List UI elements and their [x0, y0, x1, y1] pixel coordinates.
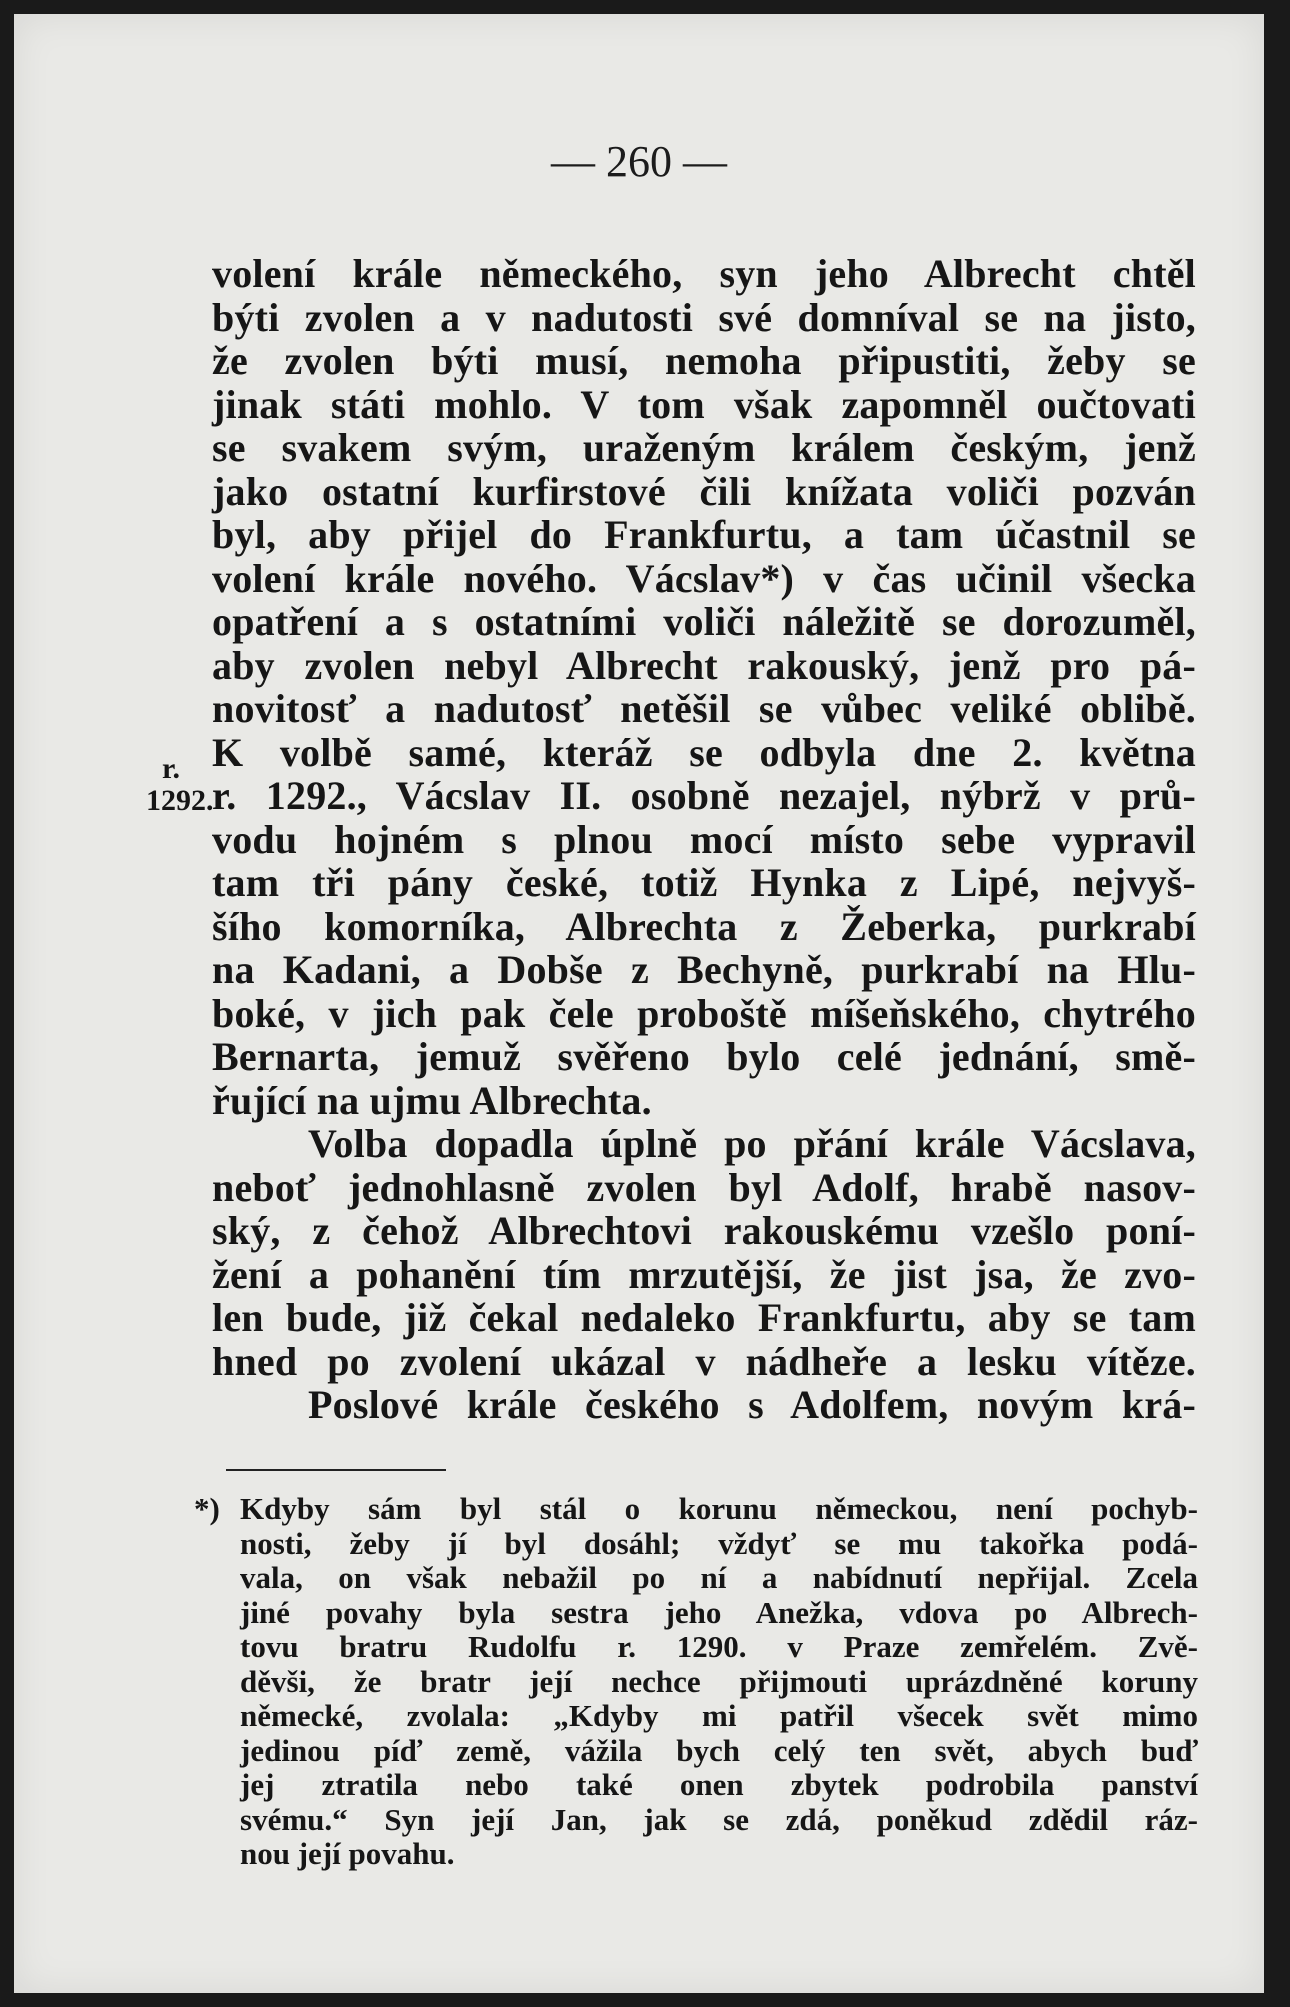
footnote-line: děvši, že bratr její nechce přijmouti uprázdněné koruny [240, 1663, 1198, 1699]
body-line: ský, z čehož Albrechtovi rakouskému vzešlo poní- [212, 1208, 1196, 1253]
margin-note-r: r. [162, 752, 181, 785]
footnote-line: tovu bratru Rudolfu r. 1290. v Praze zemřelém. Zvě- [240, 1629, 1198, 1664]
body-line: volení krále německého, syn jeho Albrecht chtěl [212, 251, 1196, 296]
footnote [194, 1491, 1198, 1872]
footnote-line: jej ztratila nebo také onen zbytek podrobila panství [240, 1767, 1198, 1802]
footnote-line: nosti, žeby jí byl dosáhl; vždyť se mu takořka podá- [240, 1525, 1198, 1561]
footnote-line: jedinou píď země, vážila bych celý ten svět, abych buď [240, 1732, 1198, 1768]
body-line: tam tři pány české, totiž Hynka z Lipé, nejvyš- [212, 860, 1196, 905]
page-number: — 260 — [551, 137, 727, 186]
body-line: boké, v jich pak čele proboště míšeňského, chytrého [212, 990, 1196, 1036]
body-text [212, 252, 1196, 1427]
footnote-line: svému.“ Syn její Jan, jak se zdá, poněkud zdědil ráz- [240, 1801, 1198, 1837]
body-line: vodu hojném s plnou mocí místo sebe vypravil [212, 816, 1196, 862]
body-line: žení a pohanění tím mrzutější, že jist jsa, že zvo- [212, 1251, 1196, 1297]
footnote-line: jiné povahy byla sestra jeho Anežka, vdova po Albrech- [240, 1594, 1198, 1630]
footnote-line: nou její povahu. [240, 1836, 455, 1871]
footnote-line: německé, zvolala: „Kdyby mi patřil všecek svět mimo [240, 1698, 1198, 1733]
body-line: volení krále nového. Vácslav*) v čas učinil všecka [212, 555, 1196, 601]
footnote-divider [226, 1469, 446, 1471]
footnote-mark: *) [194, 1491, 220, 1526]
body-line: opatření a s ostatními voliči náležitě se dorozuměl, [212, 599, 1196, 644]
book-page [14, 14, 1264, 1993]
body-line: hned po zvolení ukázal v nádheře a lesku vítěze. [212, 1338, 1196, 1384]
body-line: že zvolen býti musí, nemoha připustiti, žeby se [212, 338, 1196, 383]
body-line: Poslové krále českého s Adolfem, novým krá- [308, 1382, 1196, 1427]
body-line: len bude, již čekal nedaleko Frankfurtu, aby se tam [212, 1295, 1196, 1340]
body-line: Volba dopadla úplně po přání krále Vácslava, [308, 1121, 1196, 1166]
body-line: K volbě samé, kteráž se odbyla dne 2. května [212, 729, 1196, 775]
body-line: na Kadani, a Dobše z Bechyně, purkrabí na Hlu- [212, 947, 1196, 992]
body-line: býti zvolen a v nadutosti své domníval se na jisto, [212, 294, 1196, 340]
body-line: Bernarta, jemuž svěřeno bylo celé jednání, smě- [212, 1034, 1196, 1079]
body-line: řující na ujmu Albrechta. [212, 1077, 652, 1123]
body-line: r. 1292., Vácslav II. osobně nezajel, nýbrž v prů- [212, 773, 1196, 818]
body-line: šího komorníka, Albrechta z Žeberka, purkrabí [212, 903, 1196, 949]
body-line: aby zvolen nebyl Albrecht rakouský, jenž pro pá- [212, 642, 1196, 688]
body-line: jako ostatní kurfirstové čili knížata voliči pozván [212, 468, 1196, 514]
body-line: neboť jednohlasně zvolen byl Adolf, hrabě nasov- [212, 1164, 1196, 1210]
footnote-line: Kdyby sám byl stál o korunu německou, není pochyb- [240, 1491, 1198, 1526]
body-line: novitosť a nadutosť netěšil se vůbec veliké oblibě. [212, 686, 1196, 731]
body-line: jinak státi mohlo. V tom však zapomněl oučtovati [212, 381, 1196, 427]
margin-note-year: 1292. [146, 784, 214, 817]
body-line: byl, aby přijel do Frankfurtu, a tam účastnil se [212, 512, 1196, 557]
body-line: se svakem svým, uraženým králem českým, jenž [212, 425, 1196, 470]
footnote-line: vala, on však nebažil po ní a nabídnutí nepřijal. Zcela [240, 1560, 1198, 1595]
